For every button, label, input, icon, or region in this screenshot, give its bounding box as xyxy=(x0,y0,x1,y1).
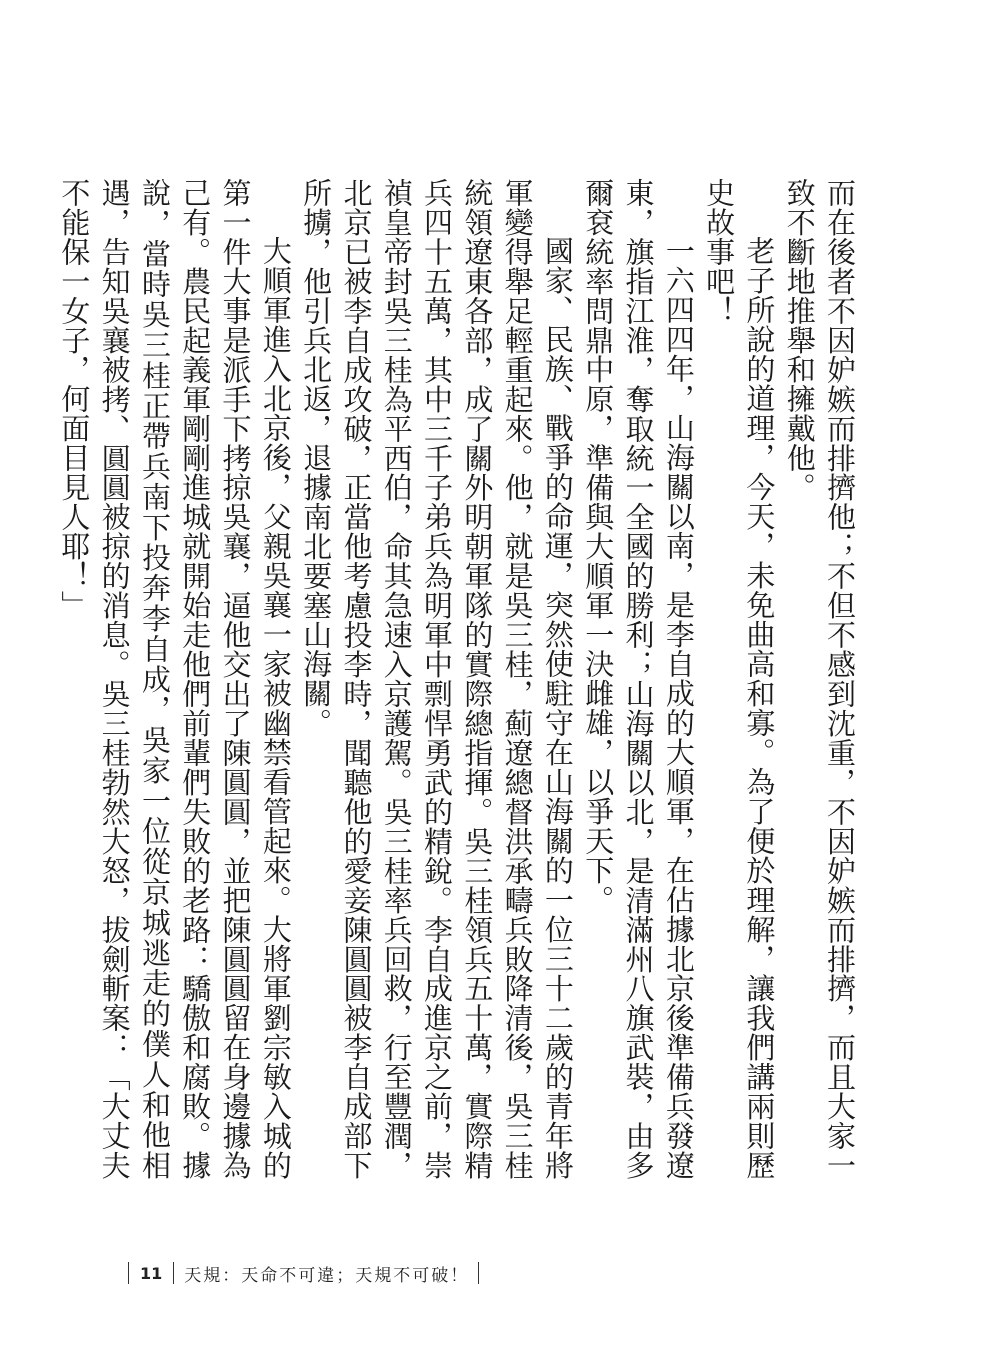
paragraph: 國家、民族、戰爭的命運，突然使駐守在山海關的一位三十二歲的青年將軍變得舉足輕重起來。他，就是吳三桂，薊遼總督洪承疇兵敗降清後，吳三桂統領遼東各部，成了關外明朝軍隊的實際總指揮。吳三桂領兵五十萬，實際精兵四十五萬，其中三千子弟兵為明軍中剽悍勇武的精銳。李自成進京之前，崇禎皇帝封吳三桂為平西伯，命其急速入京護駕。吳三桂率兵回救，行至豐潤，北京已被李自成攻破，正當他考慮投李時，聞聽他的愛妾陳圓圓被李自成部下所擄，他引兵北返，退據南北要塞山海關。 xyxy=(299,178,575,1180)
paragraph: 而在後者不因妒嫉而排擠他；不但不感到沈重，不因妒嫉而排擠，而且大家一致不斷地推舉和擁戴他。 xyxy=(782,178,857,1180)
paragraph: 大順軍進入北京後，父親吳襄一家被幽禁看管起來。大將軍劉宗敏入城的第一件大事是派手下拷掠吳襄，逼他交出了陳圓圓，並把陳圓圓留在身邊據為己有。農民起義軍剛剛進城就開始走他們前輩們失敗的老路：驕傲和腐敗。據說，當時吳三桂正帶兵南下投奔李自成，吳家一位從京城逃走的僕人和他相遇，告知吳襄被拷、圓圓被掠的消息。吳三桂勃然大怒，拔劍斬案：「大丈夫不能保一女子，何面目見人耶！」 xyxy=(57,178,293,1180)
paragraph: 老子所說的道理，今天，未免曲高和寡。為了便於理解，讓我們講兩則歷史故事吧！ xyxy=(702,178,777,1180)
page-number: 11 xyxy=(140,1263,163,1283)
page-footer xyxy=(128,1260,479,1286)
running-title: 天規：天命不可違；天規不可破！ xyxy=(184,1265,470,1286)
body-text xyxy=(54,178,860,1180)
footer-divider xyxy=(478,1262,479,1284)
paragraph: 一六四四年，山海關以南，是李自成的大順軍，在佔據北京後準備兵發遼東，旗指江淮，奪取統一全國的勝利；山海關以北，是清滿州八旗武裝，由多爾袞統率問鼎中原，準備與大順軍一決雌雄，以爭天下。 xyxy=(581,178,696,1180)
